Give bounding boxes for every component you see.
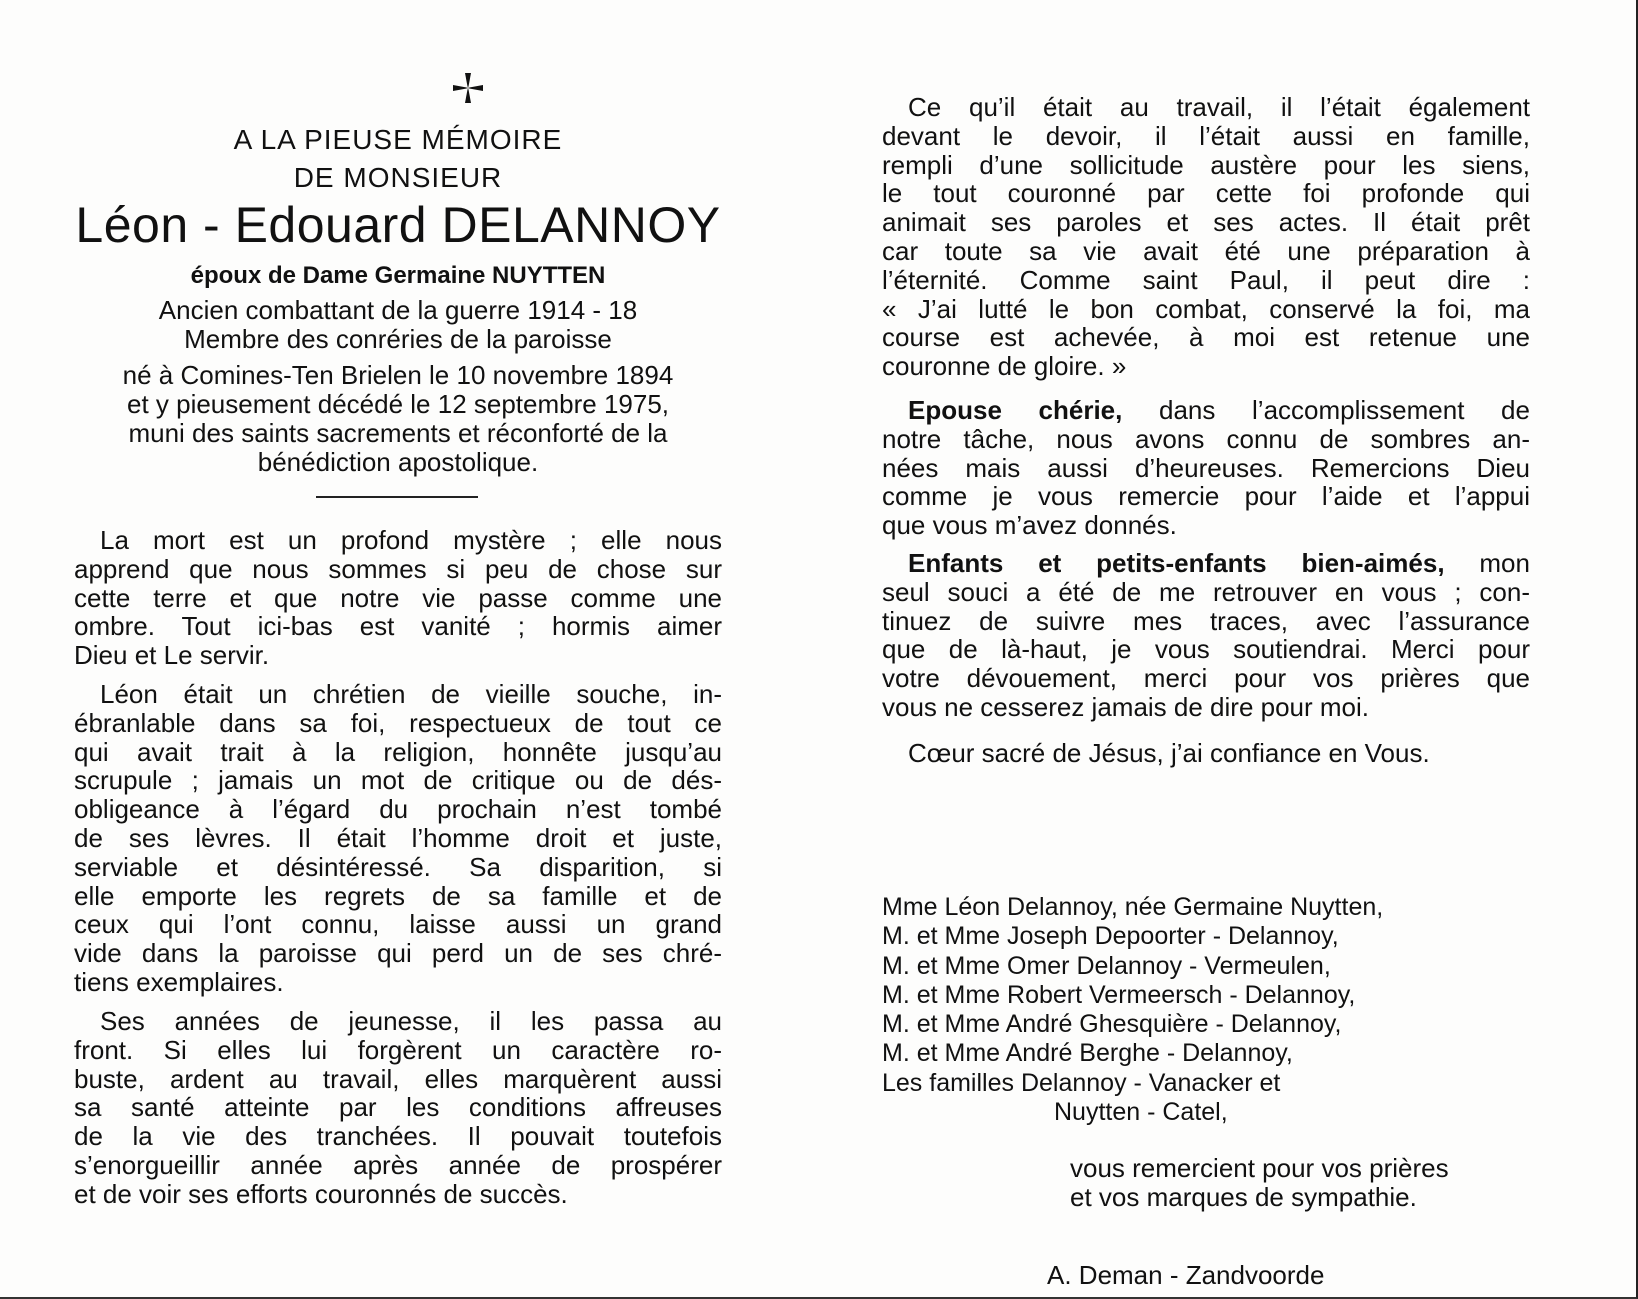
spouse-line: époux de Dame Germaine NUYTTEN: [190, 262, 606, 289]
text-line: [882, 396, 1530, 425]
thanks-line: et vos marques de sympathie.: [1070, 1182, 1417, 1212]
text-line: « J’ai lutté le bon combat, conservé la foi, ma: [882, 293, 1530, 324]
prayer-line: [882, 739, 1530, 768]
separator-rule: [316, 496, 478, 498]
paragraph-children: [882, 549, 1530, 722]
text-line: ceux qui l’ont connu, laisse aussi un grand: [74, 909, 722, 940]
text-line: Léon était un chrétien de vieille souche, in-: [100, 679, 722, 709]
text-line: animait ses paroles et ses actes. Il était prêt: [882, 207, 1530, 238]
paragraph-spouse: [882, 396, 1530, 540]
text-line: que vous m’avez donnés.: [882, 510, 1177, 541]
maltese-cross-icon: [452, 72, 484, 104]
text-line: s’enorgueillir année après année de prospérer: [74, 1149, 722, 1180]
info-line: Ancien combattant de la guerre 1914 - 18: [158, 295, 638, 325]
text-line: Ce qu’il était au travail, il l’était également: [908, 92, 1530, 122]
family-member: M. et Mme Omer Delannoy - Vermeulen,: [882, 951, 1331, 980]
info-line: muni des saints sacrements et réconforté de la: [128, 418, 668, 448]
text-line: obligeance à l’égard du prochain n’est tombé: [74, 794, 722, 825]
text-line: Ses années de jeunesse, il les passa au: [100, 1006, 722, 1036]
text-line: front. Si elles lui forgèrent un caractère ro-: [74, 1034, 722, 1065]
text-line: votre dévouement, merci pour vos prières que: [882, 663, 1530, 694]
text-line: vide dans la paroisse qui perd un de ses chré-: [74, 938, 722, 969]
text-line: devant le devoir, il l’était aussi en famille,: [882, 120, 1530, 151]
paragraph-mystery: [74, 526, 722, 670]
info-line: né à Comines-Ten Brielen le 10 novembre 1894: [122, 360, 674, 390]
text-line: rempli d’une sollicitude austère pour les siens,: [882, 149, 1530, 180]
info-line: et y pieusement décédé le 12 septembre 1975,: [126, 389, 670, 419]
memorial-heading-line2: DE MONSIEUR: [293, 162, 503, 193]
printer-credit: A. Deman - Zandvoorde: [1047, 1260, 1325, 1290]
text-line: et de voir ses efforts couronnés de succès.: [74, 1178, 568, 1209]
family-member: M. et Mme Robert Vermeersch - Delannoy,: [882, 980, 1356, 1009]
text-line: apprend que nous sommes si peu de chose sur: [74, 553, 722, 584]
text-line: elle emporte les regrets de sa famille et de: [74, 880, 722, 911]
deceased-name: Léon - Edouard DELANNOY: [75, 197, 721, 253]
text-line: qui avait trait à la religion, honnête jusqu’au: [74, 736, 722, 767]
text-line: le tout couronné par cette foi profonde qui: [882, 178, 1530, 209]
text-line: Cœur sacré de Jésus, j’ai confiance en Vous.: [908, 738, 1430, 768]
family-member: M. et Mme André Ghesquière - Delannoy,: [882, 1010, 1342, 1039]
text-line: notre tâche, nous avons connu de sombres an-: [882, 423, 1530, 454]
family-member: Nuytten - Catel,: [1054, 1098, 1228, 1127]
text-line: scrupule ; jamais un mot de critique ou de dés-: [74, 765, 722, 796]
text-line: comme je vous remercie pour l’aide et l’appui: [882, 481, 1530, 512]
text-line: que de là-haut, je vous soutiendrai. Merci pour: [882, 634, 1530, 665]
salutation-children: Enfants et petits-enfants bien-aimés,: [908, 548, 1445, 578]
text-line: car toute sa vie avait été une préparation à: [882, 235, 1530, 266]
info-line: Membre des conréries de la paroisse: [184, 324, 612, 354]
salutation-spouse: Epouse chérie,: [908, 395, 1123, 425]
text-line: couronne de gloire. »: [882, 351, 1127, 382]
info-line: bénédiction apostolique.: [257, 447, 539, 477]
memorial-heading-line1: A LA PIEUSE MÉMOIRE: [233, 124, 563, 155]
text-line: course est achevée, à moi est retenue une: [882, 322, 1530, 353]
thanks-line: vous remercient pour vos prières: [1070, 1153, 1449, 1183]
family-list: [882, 893, 1562, 1127]
paragraph-youth: [74, 1007, 722, 1209]
text-line: ébranlable dans sa foi, respectueux de tout ce: [74, 707, 722, 738]
text-line: l’éternité. Comme saint Paul, il peut dire :: [882, 264, 1530, 295]
text-line: de la vie des tranchées. Il pouvait toutefois: [74, 1121, 722, 1152]
text-fragment: mon: [1444, 548, 1530, 578]
family-member: M. et Mme André Berghe - Delannoy,: [882, 1039, 1293, 1068]
text-line: La mort est un profond mystère ; elle nous: [100, 525, 722, 555]
text-line: Dieu et Le servir.: [74, 640, 270, 671]
family-member: Mme Léon Delannoy, née Germaine Nuytten,: [882, 893, 1384, 921]
text-line: vous ne cesserez jamais de dire pour moi.: [882, 691, 1370, 722]
text-line: seul souci a été de me retrouver en vous ; con-: [882, 576, 1530, 607]
family-member: Les familles Delannoy - Vanacker et: [882, 1068, 1281, 1097]
text-line: buste, ardent au travail, elles marquèrent aussi: [74, 1063, 722, 1094]
text-line: serviable et désintéressé. Sa disparition, si: [74, 851, 722, 882]
family-member: M. et Mme Joseph Depoorter - Delannoy,: [882, 922, 1339, 951]
text-line: de ses lèvres. Il était l’homme droit et juste,: [74, 822, 722, 853]
paragraph-character: [74, 680, 722, 997]
text-line: nées mais aussi d’heureuses. Remercions Dieu: [882, 452, 1530, 483]
text-line: [882, 549, 1530, 578]
text-fragment: dans l’accomplissement de: [1122, 395, 1530, 425]
text-line: ombre. Tout ici-bas est vanité ; hormis aimer: [74, 611, 722, 642]
text-line: tinuez de suivre mes traces, avec l’assurance: [882, 605, 1530, 636]
text-line: tiens exemplaires.: [74, 966, 284, 997]
text-line: cette terre et que notre vie passe comme une: [74, 582, 722, 613]
paragraph-duty: [882, 93, 1530, 381]
text-line: sa santé atteinte par les conditions affreuses: [74, 1092, 722, 1123]
